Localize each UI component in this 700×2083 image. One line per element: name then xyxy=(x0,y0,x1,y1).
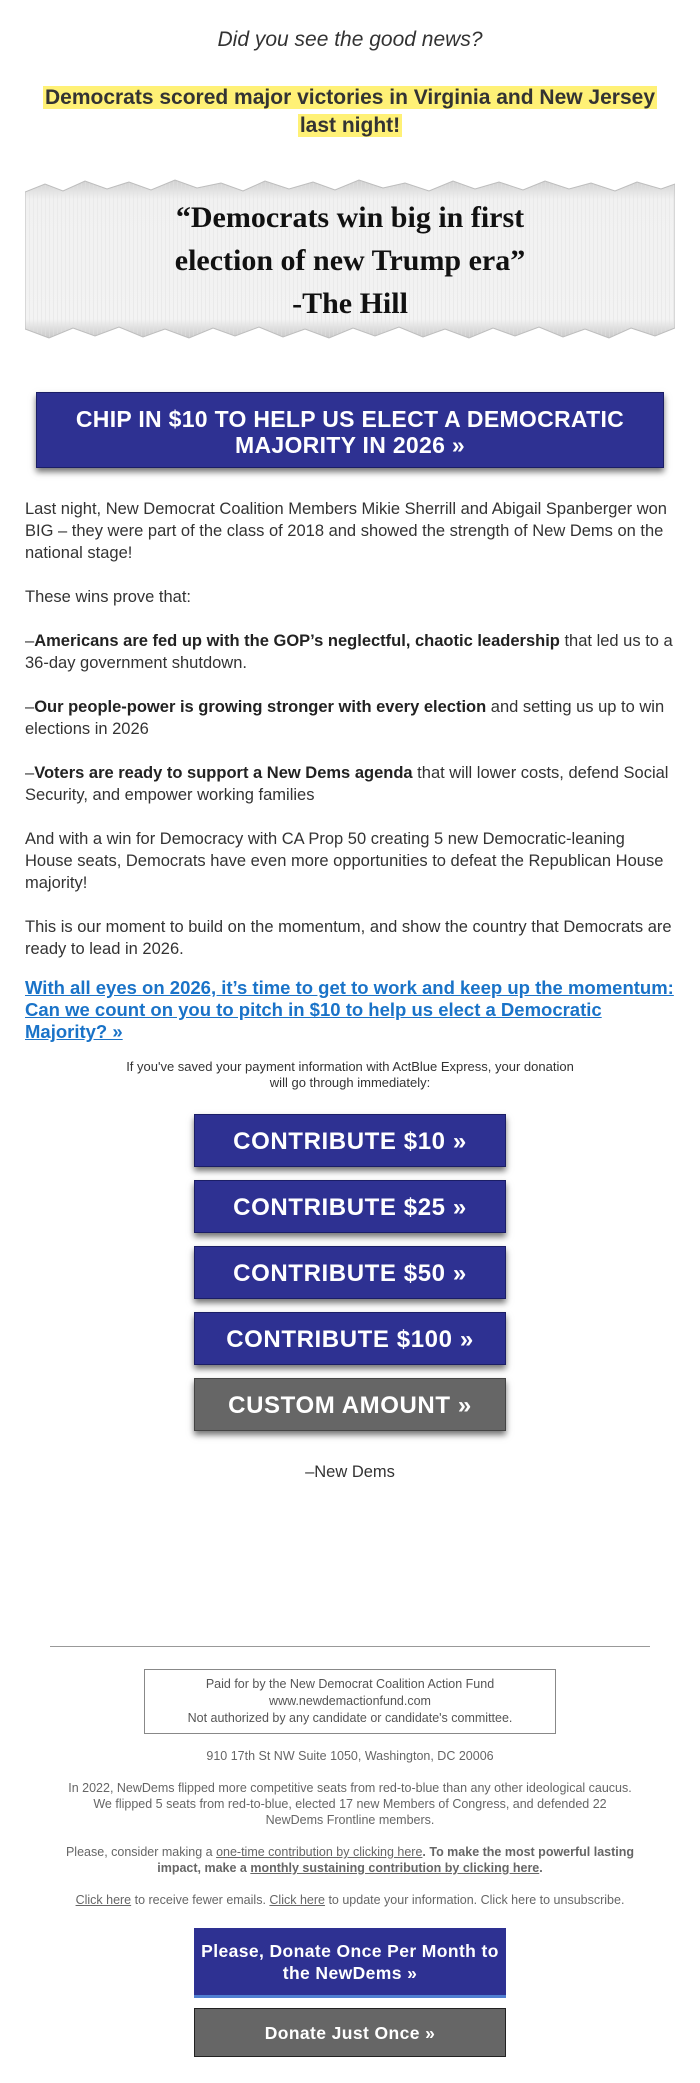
bullet-bold: Americans are fed up with the GOP’s neglectful, chaotic leadership xyxy=(34,632,560,650)
website-line: www.newdemactionfund.com xyxy=(269,1694,431,1708)
contribute-100-button[interactable]: CONTRIBUTE $100 » xyxy=(194,1312,506,1365)
note-line-1: If you've saved your payment information with ActBlue Express, your donation xyxy=(126,1059,574,1074)
flip-seats-text: In 2022, NewDems flipped more competitive seats from red-to-blue than any other ideological caucus. We flipped 5 seats from red-to-blue, elected 17 new Members of Congress, and defended 22 NewDems Frontline members. xyxy=(68,1781,632,1827)
note-line-2: will go through immediately: xyxy=(269,1075,431,1090)
consider-mid: . To make the most powerful lasting impact, make a xyxy=(157,1845,635,1875)
quote-line-2: election of new Trump era” xyxy=(174,244,526,277)
update-info-link[interactable]: Click here xyxy=(269,1893,325,1907)
paid-for-line: Paid for by the New Democrat Coalition Action Fund xyxy=(205,1677,495,1691)
bullet-gop xyxy=(25,630,675,674)
message-body xyxy=(25,498,675,960)
quote-line-1: “Democrats win big in first xyxy=(175,201,525,234)
contribute-50-button[interactable]: CONTRIBUTE $50 » xyxy=(194,1246,506,1299)
donate-monthly-button[interactable]: Please, Donate Once Per Month to the NewDems » xyxy=(194,1928,506,1998)
contribute-25-button[interactable]: CONTRIBUTE $25 » xyxy=(194,1180,506,1233)
custom-amount-button[interactable]: CUSTOM AMOUNT » xyxy=(194,1378,506,1431)
bullet-dash: – xyxy=(25,698,35,716)
highlighted-headline: Democrats scored major victories in Virginia and New Jersey last night! xyxy=(44,86,656,137)
bullet-people-power xyxy=(25,696,675,740)
monthly-contribution-link[interactable]: monthly sustaining contribution by clicking here xyxy=(250,1861,540,1875)
paid-for-disclaimer xyxy=(144,1669,556,1734)
fewer-emails-text: to receive fewer emails. xyxy=(131,1893,270,1907)
donate-cta-link[interactable]: With all eyes on 2026, it’s time to get to work and keep up the momentum: Can we count on you to pitch in $10 to help us elect a Democratic Majority? » xyxy=(25,977,674,1042)
bullet-rest: that will lower costs, defend Social Security, and empower working families xyxy=(25,764,669,804)
quote-text xyxy=(25,196,675,325)
bullet-voters xyxy=(25,762,675,806)
torn-paper-quote xyxy=(25,178,675,340)
consider-end: . xyxy=(539,1861,543,1875)
bullet-dash: – xyxy=(25,632,35,650)
contribute-10-button[interactable]: CONTRIBUTE $10 » xyxy=(194,1114,506,1167)
actblue-express-note xyxy=(25,1059,675,1091)
not-authorized-line: Not authorized by any candidate or candidate's committee. xyxy=(187,1711,513,1725)
paragraph-intro: Last night, New Democrat Coalition Members Mikie Sherrill and Abigail Spanberger won BIG – they were part of the class of 2018 and showed the strength of New Dems on the national stage! xyxy=(25,500,667,562)
consider-prefix: Please, consider making a xyxy=(65,1845,217,1859)
bullet-dash: – xyxy=(25,764,35,782)
donate-once-button[interactable]: Donate Just Once » xyxy=(194,2008,506,2057)
intro-text: Did you see the good news? xyxy=(217,28,483,51)
bullet-rest: and setting us up to win elections in 2026 xyxy=(25,698,665,738)
update-unsubscribe-text: to update your information. Click here to unsubscribe. xyxy=(324,1893,625,1907)
signature: –New Dems xyxy=(305,1463,395,1481)
email-preferences-text xyxy=(25,1892,675,1908)
paragraph-prop-50: And with a win for Democracy with CA Prop 50 creating 5 new Democratic-leaning House seats, Democrats have even more opportunities to defeat the Republican House majority! xyxy=(25,830,664,892)
bullet-bold: Voters are ready to support a New Dems agenda xyxy=(34,764,413,782)
one-time-contribution-link[interactable]: one-time contribution by clicking here xyxy=(216,1845,423,1859)
mailing-address: 910 17th St NW Suite 1050, Washington, DC 20006 xyxy=(206,1749,494,1763)
contribution-options-text xyxy=(25,1844,675,1876)
email-body xyxy=(25,0,675,2057)
fewer-emails-link[interactable]: Click here xyxy=(75,1893,132,1907)
quote-source: -The Hill xyxy=(292,287,408,320)
paragraph-prove: These wins prove that: xyxy=(25,588,191,606)
bullet-bold: Our people-power is growing stronger with every election xyxy=(34,698,487,716)
paragraph-momentum: This is our moment to build on the momentum, and show the country that Democrats are ready to lead in 2026. xyxy=(25,918,672,958)
chip-in-button[interactable]: CHIP IN $10 TO HELP US ELECT A DEMOCRATIC MAJORITY IN 2026 » xyxy=(36,392,664,468)
footer-divider xyxy=(50,1646,650,1647)
bullet-rest: that led us to a 36-day government shutdown. xyxy=(25,632,673,672)
headline xyxy=(25,84,675,140)
